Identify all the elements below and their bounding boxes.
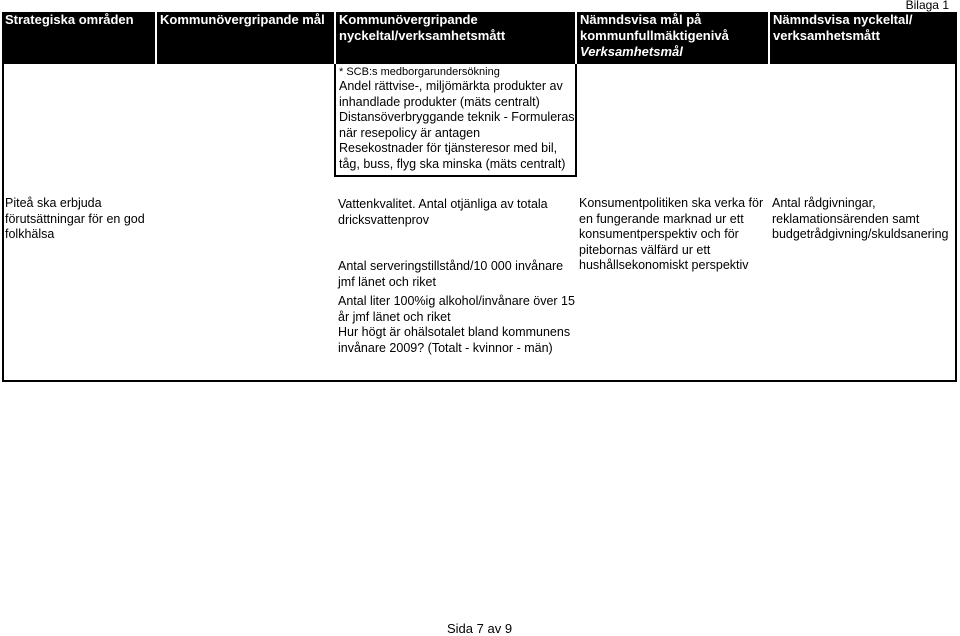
header-municipal-kpis-line2: nyckeltal/verksamhetsmått bbox=[339, 28, 506, 43]
section2-area-cell bbox=[2, 176, 156, 356]
scb-note: * SCB:s medborgarundersökning bbox=[339, 66, 500, 78]
header-board-goals bbox=[576, 12, 769, 64]
section1-board-kpi-cell bbox=[769, 64, 957, 176]
section2-board-goal-cell bbox=[576, 176, 769, 356]
header-municipal-goals bbox=[156, 12, 335, 64]
goals-table bbox=[2, 12, 957, 356]
header-board-goals-line2: kommunfullmäktigenivå bbox=[580, 28, 729, 43]
header-board-goals-line1: Nämndsvisa mål på bbox=[580, 12, 702, 27]
measure-water-quality: Vattenkvalitet. Antal otjänliga av totala dricksvattenprov bbox=[338, 197, 548, 227]
measure-fairtrade: Andel rättvise-, miljömärkta produkter av inhandlade produkter (mäts centralt) bbox=[339, 79, 563, 109]
measure-sickness-rate: Hur högt är ohälsotalet bland kommunens invånare 2009? (Totalt - kvinnor - män) bbox=[338, 325, 571, 355]
measure-distance-tech: Distansöverbryggande teknik - Formuleras när resepolicy är antagen bbox=[339, 110, 575, 140]
header-board-goals-line3: Verksamhetsmål bbox=[580, 44, 683, 59]
header-board-kpis-line1: Nämndsvisa nyckeltal/ bbox=[773, 12, 913, 27]
board-measure-counseling: Antal rådgivningar, reklamationsärenden samt budgetrådgivning/skuldsanering bbox=[772, 196, 949, 241]
header-board-kpis bbox=[769, 12, 957, 64]
header-municipal-kpis-line1: Kommunövergripande bbox=[339, 12, 478, 27]
section1-board-goal-cell bbox=[576, 64, 769, 176]
header-municipal-kpis bbox=[335, 12, 576, 64]
measure-travel-costs: Resekostnader för tjänsteresor med bil, tåg, buss, flyg ska minska (mäts centralt) bbox=[339, 141, 566, 171]
header-municipal-goals-text: Kommunövergripande mål bbox=[160, 12, 325, 27]
measure-alcohol-consumption: Antal liter 100%ig alkohol/invånare över 15 år jmf länet och riket bbox=[338, 294, 575, 324]
goal-public-health: Piteå ska erbjuda förutsättningar för en god folkhälsa bbox=[5, 196, 145, 241]
section2-goal-cell bbox=[156, 176, 335, 356]
header-board-kpis-line2: verksamhetsmått bbox=[773, 28, 880, 43]
section2-board-kpi-cell bbox=[769, 176, 957, 356]
measure-serving-permits: Antal serveringstillstånd/10 000 invånare jmf länet och riket bbox=[338, 259, 564, 289]
section1-goal-cell bbox=[156, 64, 335, 176]
header-strategic-areas bbox=[2, 12, 156, 64]
section2-measures-cell bbox=[335, 176, 576, 356]
header-row bbox=[2, 12, 957, 64]
section1-measures-cell bbox=[335, 64, 576, 176]
section1-area-cell bbox=[2, 64, 156, 176]
page-number: Sida 7 av 9 bbox=[447, 621, 513, 636]
section2-row bbox=[2, 176, 957, 356]
header-strategic-areas-text: Strategiska områden bbox=[5, 12, 134, 27]
appendix-label: Bilaga 1 bbox=[905, 0, 949, 12]
section1-row bbox=[2, 64, 957, 176]
board-goal-consumer-policy: Konsumentpolitiken ska verka för en fungerande marknad ur ett konsumentperspektiv och för pitebornas välfärd ur ett hushållsekonomiskt perspektiv bbox=[579, 196, 764, 272]
